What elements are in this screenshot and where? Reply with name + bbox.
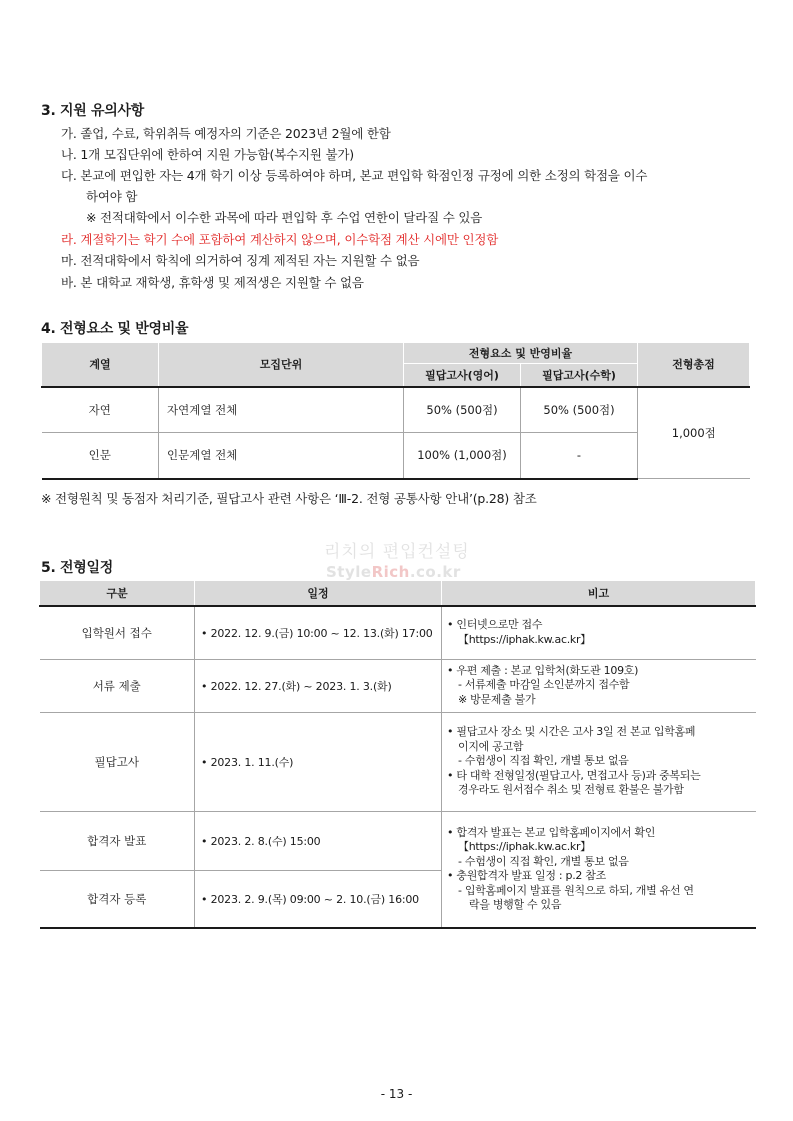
row-date: • 2022. 12. 9.(금) 10:00 ~ 12. 13.(화) 17:00 bbox=[195, 606, 442, 659]
row-remarks-shared: • 합격자 발표는 본교 입학홈페이지에서 확인 【https://iphak.kw.ac.kr】 - 수험생이 직접 확인, 개별 통보 없음 • 충원합격자 발표 일정 : p.2 참조 - 입학홈페이지 발표를 원칙으로 하되, 개별 유선 연 락을 병행할 수 있음 bbox=[442, 811, 756, 928]
row-label: 서류 제출 bbox=[40, 659, 195, 712]
section3-item-da: 다. 본교에 편입한 자는 4개 학기 이상 등록하여야 하며, 본교 편입학 학점인정 규정에 의한 소정의 학점을 이수 bbox=[61, 168, 648, 183]
table-row bbox=[40, 712, 756, 811]
row-unit: 인문계열 전체 bbox=[159, 433, 404, 479]
row-field: 인문 bbox=[42, 433, 159, 479]
row-english: 100% (1,000점) bbox=[404, 433, 521, 479]
header-unit: 모집단위 bbox=[159, 343, 404, 387]
section4-title: 4. 전형요소 및 반영비율 bbox=[41, 321, 189, 337]
row-label: 합격자 발표 bbox=[40, 811, 195, 870]
section3-item-na: 나. 1개 모집단위에 한하여 지원 가능함(복수지원 불가) bbox=[61, 147, 354, 162]
table-row bbox=[42, 387, 750, 433]
watermark-text: 리치의 편입컨설팅 bbox=[324, 542, 470, 562]
section3-title: 3. 지원 유의사항 bbox=[41, 103, 144, 119]
header-english: 필답고사(영어) bbox=[404, 364, 521, 387]
section4-note: ※ 전형원칙 및 동점자 처리기준, 필답고사 관련 사항은 ‘Ⅲ-2. 전형 공통사항 안내’(p.28) 참조 bbox=[41, 491, 537, 506]
header-remarks: 비고 bbox=[442, 581, 756, 606]
section3-item-ra: 라. 계절학기는 학기 수에 포함하여 계산하지 않으며, 이수학점 계산 시에만 인정함 bbox=[61, 232, 499, 247]
row-remarks: • 우편 제출 : 본교 입학처(화도관 109호) - 서류제출 마감일 소인분까지 접수함 ※ 방문제출 불가 bbox=[442, 659, 756, 712]
header-math: 필답고사(수학) bbox=[521, 364, 638, 387]
header-ratio-group: 전형요소 및 반영비율 bbox=[404, 343, 638, 364]
row-label: 입학원서 접수 bbox=[40, 606, 195, 659]
section3-item-da-cont: 하여야 함 bbox=[86, 189, 138, 204]
row-date: • 2023. 2. 8.(수) 15:00 bbox=[195, 811, 442, 870]
watermark-url: StyleRich.co.kr bbox=[326, 563, 461, 581]
schedule-table bbox=[39, 581, 756, 929]
section3-item-ma: 마. 전적대학에서 학칙에 의거하여 징계 제적된 자는 지원할 수 없음 bbox=[61, 253, 420, 268]
row-math: - bbox=[521, 433, 638, 479]
row-date: • 2023. 1. 11.(수) bbox=[195, 712, 442, 811]
row-date: • 2023. 2. 9.(목) 09:00 ~ 2. 10.(금) 16:00 bbox=[195, 870, 442, 928]
row-date: • 2022. 12. 27.(화) ~ 2023. 1. 3.(화) bbox=[195, 659, 442, 712]
table-row bbox=[40, 811, 756, 870]
header-category: 구분 bbox=[40, 581, 195, 606]
row-remarks: • 인터넷으로만 접수 【https://iphak.kw.ac.kr】 bbox=[442, 606, 756, 659]
section3-item-ga: 가. 졸업, 수료, 학위취득 예정자의 기준은 2023년 2월에 한함 bbox=[61, 126, 391, 141]
page-number: - 13 - bbox=[380, 1087, 413, 1101]
row-english: 50% (500점) bbox=[404, 387, 521, 433]
section5-title: 5. 전형일정 bbox=[41, 560, 113, 576]
section3-item-ba: 바. 본 대학교 재학생, 휴학생 및 제적생은 지원할 수 없음 bbox=[61, 275, 364, 290]
table-row bbox=[40, 659, 756, 712]
header-schedule: 일정 bbox=[195, 581, 442, 606]
row-total: 1,000점 bbox=[638, 387, 750, 479]
table-row bbox=[40, 606, 756, 659]
row-label: 합격자 등록 bbox=[40, 870, 195, 928]
section3-item-da-note: ※ 전적대학에서 이수한 과목에 따라 편입학 후 수업 연한이 달라질 수 있음 bbox=[86, 210, 483, 225]
row-label: 필답고사 bbox=[40, 712, 195, 811]
header-field: 계열 bbox=[42, 343, 159, 387]
row-unit: 자연계열 전체 bbox=[159, 387, 404, 433]
header-total: 전형총점 bbox=[638, 343, 750, 387]
selection-ratio-table bbox=[41, 342, 750, 480]
row-remarks: • 필답고사 장소 및 시간은 고사 3일 전 본교 입학홈페 이지에 공고함 - 수험생이 직접 확인, 개별 통보 없음 • 타 대학 전형일정(필답고사, 면접고사 등)과 중복되는 경우라도 원서접수 취소 및 전형료 환불은 불가함 bbox=[442, 712, 756, 811]
row-field: 자연 bbox=[42, 387, 159, 433]
row-math: 50% (500점) bbox=[521, 387, 638, 433]
